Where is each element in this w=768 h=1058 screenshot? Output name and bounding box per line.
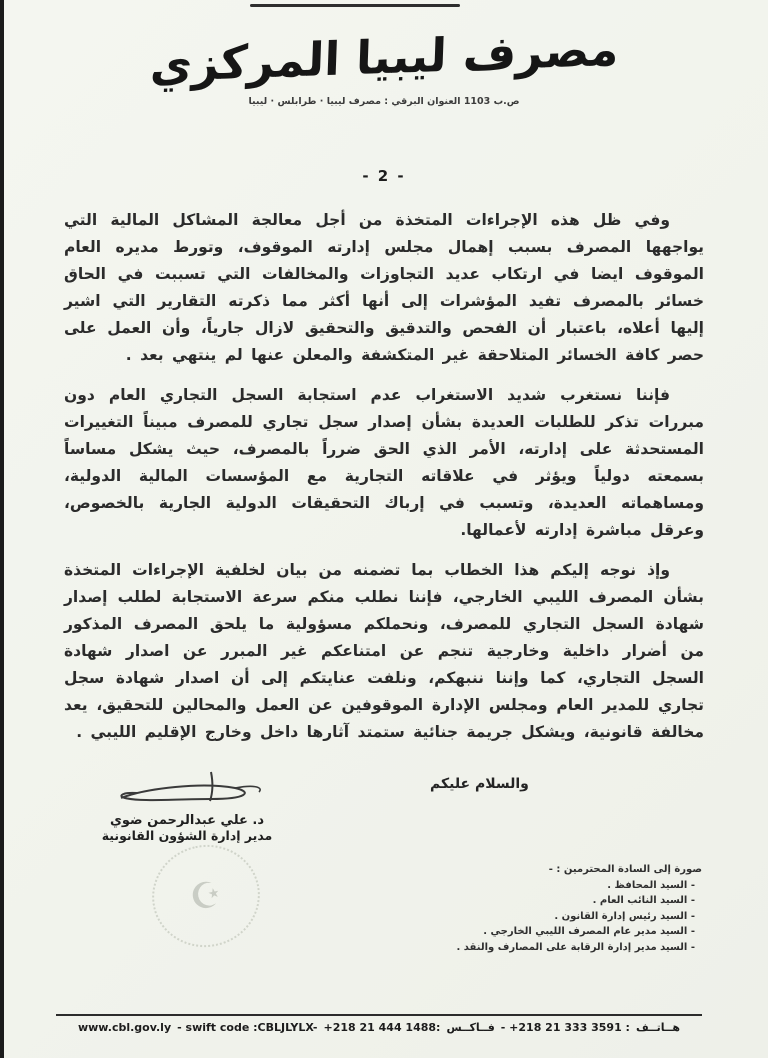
- letterhead-address-line: ص.ب 1103 العنوان البرقي : مصرف ليبيا · طرابلس · ليبيا: [248, 96, 520, 107]
- scan-artifact-line: [250, 4, 460, 7]
- handwritten-signature: [107, 768, 267, 812]
- cc-distribution-list: [457, 862, 703, 955]
- footer-divider: [56, 1014, 702, 1016]
- official-round-stamp: [143, 835, 270, 957]
- scan-edge-shadow: [0, 0, 4, 1058]
- footer-phone-label: هــاتــف: [635, 1021, 680, 1034]
- paragraph-1: وفي ظل هذه الإجراءات المتخذة من أجل معالجة المشاكل المالية التي يواجهها المصرف بسبب إهمال مجلس إدارته الموقوف، وتورط مديره العام الموقوف ايضا في ارتكاب عديد التجاوزات والمخالفات التي تسببت في الحاق خسائر بالمصرف تفيد المؤشرات إلى أنها أكثر مما ذكرته التقارير التي اشير إليها أعلاه، باعتبار أن الفحص والتدقيق والتحقيق لازال جارياً، وأن العمل على حصر كافة الخسائر المتلاحقة غير المتكشفة والمعلن عنها لم ينتهي بعد .: [64, 211, 704, 364]
- letter-body: [64, 207, 704, 759]
- paragraph-3: وإذ نوجه إليكم هذا الخطاب بما تضمنه من بيان لخلفية الإجراءات المتخذة بشأن المصرف الليبي الخارجي، فإننا نطلب منكم سرعة الاستجابة لطلب إصدار شهادة السجل التجاري للمصرف، ونحملكم مسؤولية ما يلحق المصرف المذكور من أضرار داخلية وخارجية تنجم عن امتناعكم غير المبرر عن اصدار شهادة السجل التجاري، كما وإننا ننبهكم، ونلفت عنايتكم إلى أن اصدار شهادة سجل تجاري للمدير العام ومجلس الإدارة الموقوفين عن العمل والمحالين للتحقيق، يعد مخالفة قانونية، ويشكل جريمة جنائية ستمتد آثارها داخل وخارج الإقليم الليبي .: [64, 561, 704, 741]
- footer-website: www.cbl.gov.ly: [77, 1021, 172, 1034]
- footer-swift-code: - swift code :CBLJLYLX-: [177, 1021, 318, 1034]
- cc-item-head-law-department: - السيد رئيس إدارة القانون .: [554, 910, 695, 922]
- cc-item-attorney-general: - السيد النائب العام .: [592, 895, 695, 906]
- footer-phone-number: - +218 21 333 3591 :: [500, 1021, 630, 1034]
- paragraph-2: فإننا نستغرب شديد الاستغراب عدم استجابة السجل التجاري العام دون مبررات تذكر للطلبات العديدة بشأن إصدار سجل تجاري للمصرف مبيناً التغييرات المستحدثة على إدارته، الأمر الذي الحق ضرراً بالمصرف، حيث يشكل مساساً بسمعته دولياً ويؤثر في علاقاته التجارية مع المؤسسات المالية الدولية، ومساهماته العديدة، وتسبب في إرباك التحقيقات الدولية الجارية بالخصوص، وعرقل مباشرة إدارته لأعمالها.: [64, 386, 704, 539]
- page-number: - 2 -: [362, 167, 406, 185]
- cc-item-governor: - السيد المحافظ .: [607, 879, 695, 891]
- cc-item-lfb-general-manager: - السيد مدير عام المصرف الليبي الخارجي .: [483, 926, 695, 937]
- central-bank-of-libya-calligraphy-logo: مصرف ليبيا المركزي: [148, 21, 620, 93]
- signatory-name: د. علي عبدالرحمن ضوي: [109, 813, 265, 828]
- footer-fax-label: فــاكــس: [446, 1021, 495, 1034]
- signatory-title: مدير إدارة الشؤون القانونية: [101, 828, 273, 843]
- closing-salutation: والسلام عليكم: [430, 776, 529, 792]
- signature-block: [92, 768, 282, 843]
- crescent-star-icon: ☪: [185, 872, 227, 920]
- letterhead: [0, 21, 768, 107]
- cc-heading: صورة إلى السادة المحترمين : -: [548, 864, 702, 875]
- cc-item-banking-supervision-director: - السيد مدير إدارة الرقابة على المصارف والنقد .: [456, 941, 695, 953]
- footer-contact-line: [56, 1021, 702, 1034]
- footer-fax-number: +218 21 444 1488:: [323, 1021, 441, 1034]
